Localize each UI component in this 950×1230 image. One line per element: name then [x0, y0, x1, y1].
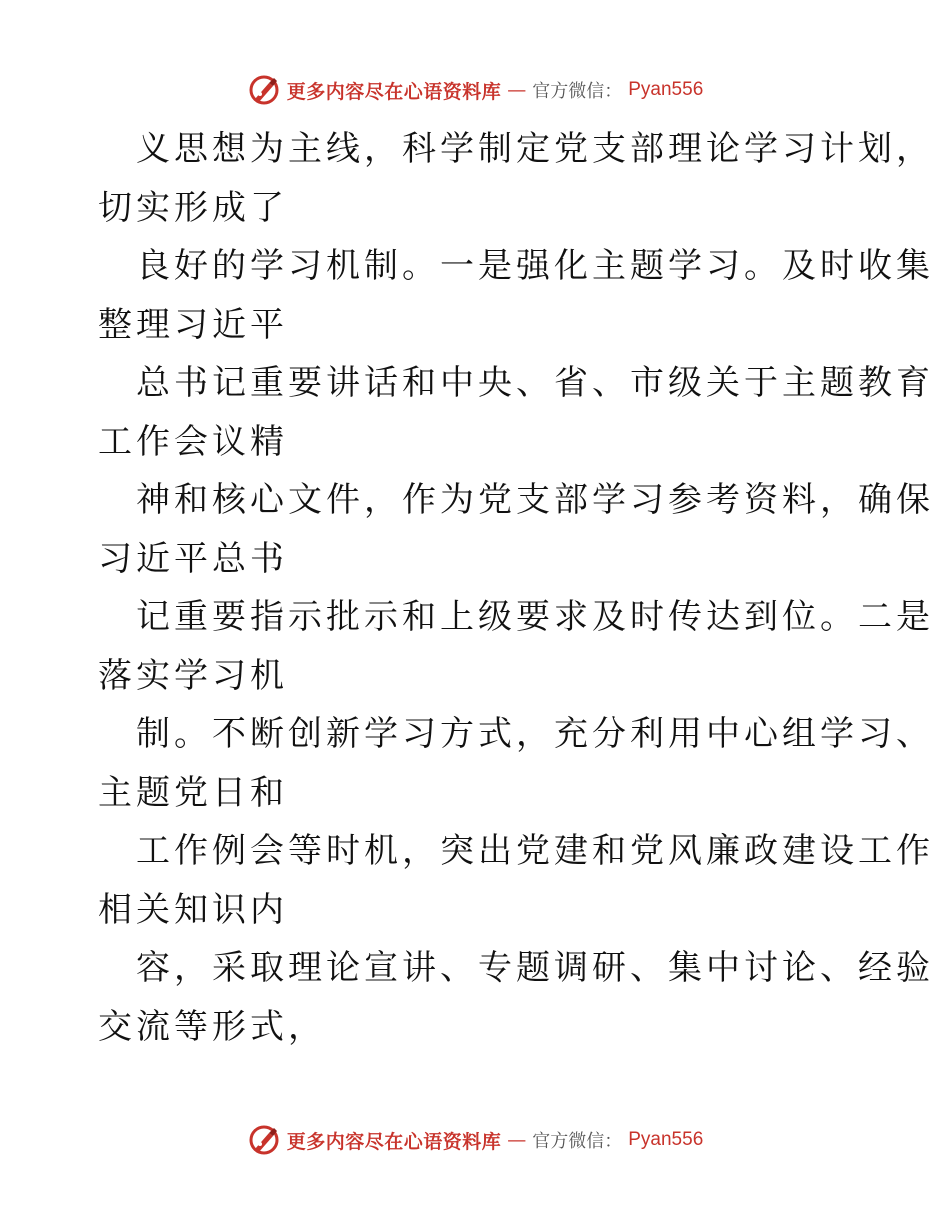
- body-line: 落实学习机: [98, 655, 288, 696]
- document-body: [98, 120, 934, 1056]
- body-line: 工作例会等时机，突出党建和党风廉政建设工作: [136, 831, 934, 871]
- body-line: 切实形成了: [98, 187, 288, 228]
- body-line: 容，采取理论宣讲、专题调研、集中讨论、经验: [136, 948, 934, 988]
- body-line: 习近平总书: [98, 538, 288, 579]
- watermark-dash: —: [507, 79, 527, 101]
- body-line: 工作会议精: [98, 421, 288, 462]
- body-line: 交流等形式，: [98, 1006, 326, 1047]
- body-line: 记重要指示批示和上级要求及时传达到位。二是: [136, 597, 934, 637]
- body-line: 义思想为主线，科学制定党支部理论学习计划，: [136, 129, 934, 169]
- pen-circle-logo-icon: [247, 1123, 281, 1157]
- watermark-wechat-label: 官方微信：: [532, 1131, 623, 1152]
- pen-circle-logo-icon: [247, 73, 281, 107]
- watermark-wechat-id: Pyan556: [628, 79, 704, 100]
- body-line: 整理习近平: [98, 304, 288, 345]
- body-line: 神和核心文件，作为党支部学习参考资料，确保: [136, 480, 934, 520]
- watermark-site-text: 更多内容尽在心语资料库: [286, 80, 502, 103]
- header-watermark: [0, 70, 950, 110]
- body-line: 良好的学习机制。一是强化主题学习。及时收集: [136, 246, 934, 286]
- watermark-site-text: 更多内容尽在心语资料库: [286, 1130, 502, 1153]
- watermark-wechat-label: 官方微信：: [532, 81, 623, 102]
- body-line: 总书记重要讲话和中央、省、市级关于主题教育: [136, 363, 934, 403]
- body-line: 相关知识内: [98, 889, 288, 930]
- watermark-wechat-id: Pyan556: [628, 1129, 704, 1150]
- footer-watermark: [0, 1120, 950, 1160]
- watermark-dash: —: [507, 1129, 527, 1151]
- body-line: 主题党日和: [98, 772, 288, 813]
- body-line: 制。不断创新学习方式，充分利用中心组学习、: [136, 714, 934, 754]
